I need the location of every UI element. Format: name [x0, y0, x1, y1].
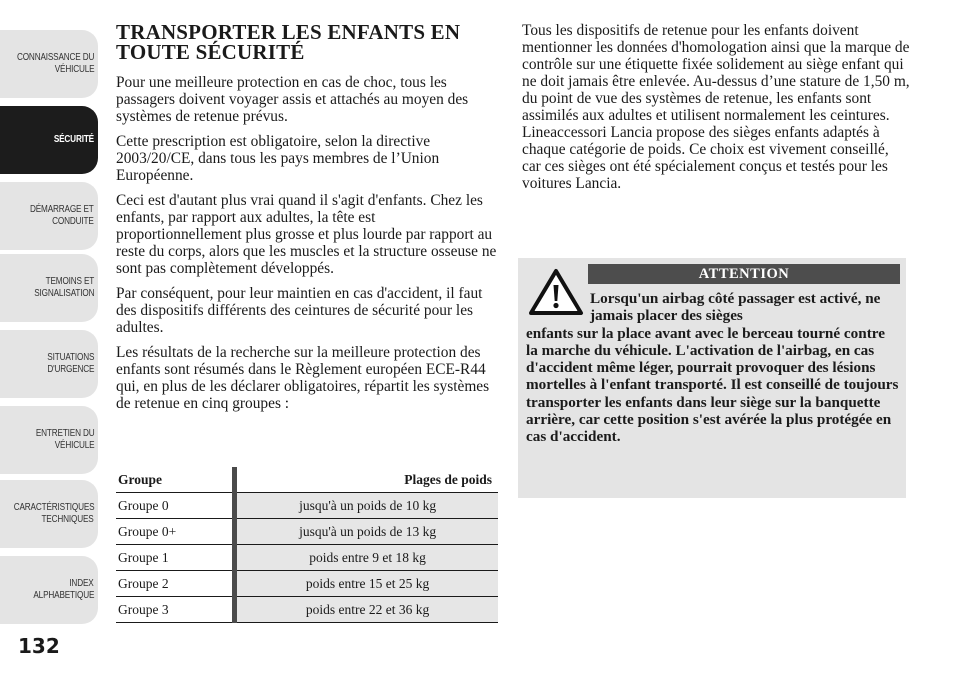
header-weight-range: Plages de poids	[235, 467, 498, 493]
warning-triangle-icon	[528, 268, 584, 316]
tab-caracteristiques-techniques[interactable]: CARACTÉRISTIQUES TECHNIQUES	[0, 480, 98, 548]
tab-temoins-et-signalisation[interactable]: TEMOINS ET SIGNALISATION	[0, 254, 98, 322]
range-cell: jusqu'à un poids de 13 kg	[235, 519, 498, 545]
tab-entretien-du-vehicule[interactable]: ENTRETIEN DU VÉHICULE	[0, 406, 98, 474]
paragraph: Par conséquent, pour leur maintien en cas d'accident, il faut des dispositifs différents des ceintures de sécurité pour les adultes.	[116, 285, 483, 336]
paragraph: Pour une meilleure protection en cas de choc, tous les passagers doivent voyager assis et attachés au moyen des systèmes de retenue prévus.	[116, 74, 469, 125]
table-row	[116, 597, 498, 623]
group-cell: Groupe 2	[116, 571, 235, 597]
left-column	[116, 22, 498, 420]
warning-text-first: Lorsqu'un airbag côté passager est activé, ne jamais placer des sièges	[590, 290, 881, 325]
paragraph: Les résultats de la recherche sur la meilleure protection des enfants sont résumés dans le Règlement européen ECE-R44 qui, en plus de les déclarer obligatoires, répartit les systèmes de retenue en cinq groupes :	[116, 344, 490, 412]
tab-connaissance-du-vehicule[interactable]: CONNAISSANCE DU VÉHICULE	[0, 30, 98, 98]
table-row	[116, 493, 498, 519]
group-cell: Groupe 0+	[116, 519, 235, 545]
weight-groups-table	[116, 467, 498, 623]
table-row	[116, 571, 498, 597]
group-cell: Groupe 0	[116, 493, 235, 519]
right-column	[522, 22, 910, 200]
table-row	[116, 519, 498, 545]
tab-securite[interactable]: SÉCURITÉ	[0, 106, 98, 174]
range-cell: poids entre 22 et 36 kg	[235, 597, 498, 623]
tab-demarrage-et-conduite[interactable]: DÉMARRAGE ET CONDUITE	[0, 182, 98, 250]
section-title: TRANSPORTER LES ENFANTS EN TOUTE SÉCURITÉ	[116, 20, 461, 64]
range-cell: poids entre 9 et 18 kg	[235, 545, 498, 571]
paragraph: Cette prescription est obligatoire, selon la directive 2003/20/CE, dans tous les pays membres de l’Union Européenne.	[116, 133, 440, 184]
table-header-row	[116, 467, 498, 493]
warning-box	[518, 258, 906, 498]
warning-text-rest: enfants sur la place avant avec le berceau tourné contre la marche du véhicule. L'activation de l'airbag, en cas d'accident même léger, pourrait provoquer des lésions mortelles à l'enfant transporté. Il est conseillé de toujours transporter les enfants dans leur siège sur la banquette arrière, car cette position s'est avérée la plus protégée en cas d'accident.	[526, 324, 899, 446]
paragraph: Ceci est d'autant plus vrai quand il s'agit d'enfants. Chez les enfants, par rapport aux adultes, la tête est proportionnellement plus grosse et plus lourde par rapport au reste du corps, alors que les muscles et la structure osseuse ne sont pas complètement développés.	[116, 192, 497, 277]
paragraph: Tous les dispositifs de retenue pour les enfants doivent mentionner les données d'homologation ainsi que la marque de contrôle sur une étiquette fixée solidement au siège enfant qui ne doit jamais être enlevée. Au-dessus d’une stature de 1,50 m, du point de vue des systèmes de retenue, les enfants sont assimilés aux adultes et utilisent normalement les ceintures. Lineaccessori Lancia propose des sièges enfants adaptés à chaque catégorie de poids. Ce choix est vivement conseillé, car ces sièges ont été spécialement conçus et testés pour les voitures Lancia.	[522, 22, 910, 192]
range-cell: poids entre 15 et 25 kg	[235, 571, 498, 597]
tab-index-alphabetique[interactable]: INDEX ALPHABETIQUE	[0, 556, 98, 624]
header-group: Groupe	[116, 467, 235, 493]
group-cell: Groupe 1	[116, 545, 235, 571]
warning-title: ATTENTION	[588, 264, 900, 284]
page-number: 132	[18, 634, 60, 658]
group-cell: Groupe 3	[116, 597, 235, 623]
range-cell: jusqu'à un poids de 10 kg	[235, 493, 498, 519]
tab-situations-d-urgence[interactable]: SITUATIONS D'URGENCE	[0, 330, 98, 398]
table-row	[116, 545, 498, 571]
